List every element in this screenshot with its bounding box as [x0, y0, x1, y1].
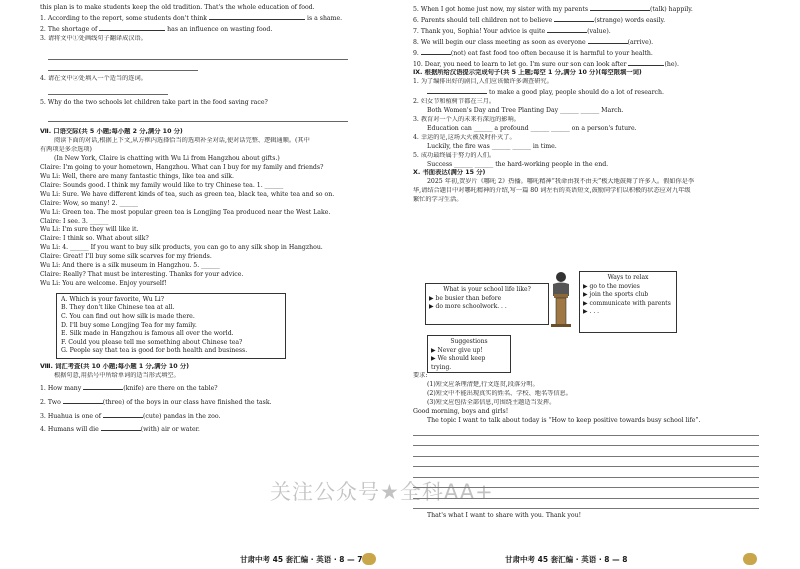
cn-prompt: 1. 为了编排出好的剧目,人们应该做许多调查研究。 — [413, 78, 553, 86]
vocab-item: 9. (not) eat fast food too often because it is harmful to your health. — [413, 49, 653, 57]
options-box — [56, 293, 286, 359]
ways-to-relax-box — [579, 271, 677, 333]
arrow-icon: ▶ — [429, 294, 434, 302]
vocab-item: 1. How many (knife) are there on the table? — [40, 384, 218, 392]
dialogue-line: Wu Li: Sure. We have different kinds of tea, such as green tea, black tea, white tea and so on. — [40, 190, 335, 198]
en-sentence: Education can ______ a profound ______ ______ on a person's future. — [427, 124, 637, 132]
option-item: D. I'll buy some Longjing Tea for my family. — [61, 321, 197, 329]
question-5: 5. Why do the two schools let children take part in the food saving race? — [40, 98, 268, 106]
topic-sentence: The topic I want to talk about today is “How to keep positive towards busy school life”. — [427, 416, 701, 424]
en-sentence: to make a good play, people should do a lot of research. — [413, 87, 765, 98]
speaker-illustration-icon — [545, 270, 577, 328]
dialogue-line: Claire: I think so. What about silk? — [40, 235, 149, 243]
box-item: ▶ . . . — [583, 308, 600, 315]
vocab-item: 2. Two (three) of the boys in our class have finished the task. — [40, 398, 272, 406]
vocab-item: 3. Huahua is one of (cute) pandas in the zoo. — [40, 412, 221, 420]
arrow-icon: ▶ — [583, 282, 588, 290]
question-4: 4. 请在文中②处填入一个适当的连词。 — [40, 74, 147, 82]
en-sentence: Success ______ ______ the hard-working people in the end. — [427, 160, 609, 168]
writing-prompt: 2025 年初,贺岁片《哪吒 2》热播。哪吒精神“我命由我不由天”极大地鼓舞了许多人。假如你是李 — [427, 178, 695, 186]
arrow-icon: ▶ — [429, 303, 434, 310]
letter-opening: Good morning, boys and girls! — [413, 407, 509, 415]
box-title: Ways to relax — [607, 274, 649, 281]
page-footer: 甘肃中考 45 套汇编 · 英语 · 8 — 8 — [505, 555, 628, 565]
en-sentence: Both Women's Day and Tree Planting Day ______ ______ March. — [427, 107, 624, 115]
dialogue-line: Wu Li: You are welcome. Enjoy yourself! — [40, 279, 167, 287]
question-1: 1. According to the report, some students don't think is a shame. — [40, 14, 343, 22]
option-item: E. Silk made in Hangzhou is famous all over the world. — [61, 330, 234, 338]
dialogue-line: Claire: I see. 3. ______ — [40, 217, 109, 225]
text-line: this plan is to make students keep the old tradition. That's the whole education of food. — [40, 4, 315, 11]
page-footer: 甘肃中考 45 套汇编 · 英语 · 8 — 7 — [240, 555, 363, 565]
dialogue-line: (In New York, Claire is chatting with Wu Li from Hangzhou about gifts.) — [54, 155, 280, 163]
dialogue-line: Wu Li: Well, there are many fantastic things, like tea and silk. — [40, 172, 234, 180]
arrow-icon: ▶ — [583, 299, 588, 307]
cn-prompt: 2. 妇女节和植树节都在三月。 — [413, 98, 496, 106]
box-title: What is your school life like? — [443, 286, 531, 293]
box-item: ▶ go to the movies — [583, 282, 640, 290]
dialogue-line: Wu Li: Green tea. The most popular green tea is Longjing Tea produced near the West Lake. — [40, 208, 331, 216]
vocab-item: 8. We will begin our class meeting as soon as everyone (arrive). — [413, 38, 654, 46]
requirement-item: (2)短文中不能出现真实的姓名、学校、地名等信息。 — [427, 389, 572, 397]
question-2: 2. The shortage of has an influence on wasting food. — [40, 25, 273, 33]
instruction: 阅读下面的对话,根据上下文,从方框内选择恰当的选项补全对话,使对话完整、逻辑通顺。(其中 — [54, 137, 310, 145]
vocab-item: 4. Humans will die (with) air or water. — [40, 426, 200, 434]
box-item: ▶ be busier than before — [429, 294, 502, 302]
box-title: Suggestions — [450, 338, 488, 345]
logo-badge — [743, 553, 757, 565]
writing-prompt: 繁忙的学习生活。 — [413, 196, 463, 204]
writing-line[interactable] — [413, 425, 759, 436]
cn-prompt: 4. 幸运的是,这场大火被及时扑灭了。 — [413, 133, 516, 141]
box-item: ▶ We should keep trying. — [431, 355, 486, 371]
requirement-item: (3)短文应包括全部信息,可围绕主题适当发挥。 — [427, 398, 556, 406]
answer-line — [48, 113, 348, 122]
section-9-heading: Ⅸ. 根据所给汉语提示完成句子(共 5 上题;每空 1 分,满分 10 分)(每空限填一词) — [413, 69, 642, 77]
box-item: ▶ do more schoolwork. . . — [429, 303, 507, 310]
dialogue-line: Wu Li: And there is a silk museum in Hangzhou. 5. ______ — [40, 262, 220, 270]
section-7-heading: Ⅶ. 口语交际(共 5 小题;每小题 2 分,满分 10 分) — [40, 128, 183, 136]
instruction: 有两项是多余选项) — [40, 146, 92, 154]
dialogue-line: Claire: Really? That must be interesting. Thanks for your advice. — [40, 270, 244, 278]
requirement-item: (1)短文应条理清楚,行文连贯,段落分明。 — [427, 380, 539, 388]
arrow-icon: ▶ — [583, 308, 588, 315]
dialogue-line: Claire: Wow, so many! 2. ______ — [40, 199, 139, 207]
writing-line[interactable] — [413, 436, 759, 447]
en-sentence: Luckily, the fire was ______ ______ in time. — [427, 142, 557, 150]
vocab-item: 6. Parents should tell children not to believe (strange) words easily. — [413, 16, 666, 24]
answer-line — [48, 86, 168, 95]
dialogue-line: Claire: Great! I'll buy some silk scarves for my friends. — [40, 253, 212, 261]
writing-line[interactable] — [413, 446, 759, 457]
writing-prompt: 华,请结合题目中对哪吒精神的介绍,写一篇 80 词左右的英语短文,鼓励同学们以积极的状态应对九年级 — [413, 187, 691, 195]
requirements-label: 要求: — [413, 372, 428, 379]
arrow-icon: ▶ — [431, 355, 436, 362]
answer-line — [48, 51, 348, 60]
section-8-heading: Ⅷ. 词汇考查(共 10 小题;每小题 1 分,满分 10 分) — [40, 362, 189, 370]
logo-badge — [362, 553, 376, 565]
letter-closing: That's what I want to share with you. Thank you! — [427, 512, 582, 520]
vocab-item: 10. Dear, you need to learn to let go. I'm sure our son can look after (he). — [413, 60, 679, 68]
vocab-item: 7. Thank you, Sophia! Your advice is quite (value). — [413, 27, 611, 35]
option-item: F. Could you please tell me something about Chinese tea? — [61, 338, 243, 346]
box-item: ▶ communicate with parents — [583, 299, 671, 307]
dialogue-line: Wu Li: I'm sure they will like it. — [40, 226, 139, 234]
dialogue-line: Claire: I'm going to your hometown, Hangzhou. What can I buy for my family and friends? — [40, 164, 324, 172]
cn-prompt: 3. 教育对一个人的未来有深远的影响。 — [413, 115, 520, 123]
option-item: A. Which is your favorite, Wu Li? — [61, 295, 165, 303]
arrow-icon: ▶ — [431, 346, 436, 354]
instruction: 根据句意,用括号中所给单词的适当形式填空。 — [54, 371, 180, 379]
arrow-icon: ▶ — [583, 291, 588, 298]
vocab-item: 5. When I got home just now, my sister with my parents (talk) happily. — [413, 6, 693, 13]
box-item: ▶ join the sports club — [583, 291, 649, 298]
option-item: B. They don't like Chinese tea at all. — [61, 304, 175, 312]
box-item: ▶ Never give up! — [431, 346, 483, 354]
cn-prompt: 5. 成功最终属于努力的人们。 — [413, 151, 496, 159]
option-item: C. You can find out how silk is made there. — [61, 312, 195, 320]
school-life-box — [425, 283, 549, 325]
dialogue-line: Wu Li: 4. ______ If you want to buy silk products, you can go to any silk shop in Hangzhou. — [40, 244, 323, 252]
writing-line[interactable] — [413, 457, 759, 468]
option-item: G. People say that tea is good for both health and business. — [61, 347, 248, 355]
watermark: 关注公众号★全科AA+ — [270, 480, 494, 504]
dialogue-line: Claire: Sounds good. I think my family would like to try Chinese tea. 1. ______ — [40, 181, 284, 189]
question-3: 3. 请将文中①处画线句子翻译成汉语。 — [40, 34, 147, 42]
section-10-heading: Ⅹ. 书面表达(满分 15 分) — [413, 169, 486, 177]
answer-line — [48, 62, 198, 71]
suggestions-box — [427, 335, 511, 373]
